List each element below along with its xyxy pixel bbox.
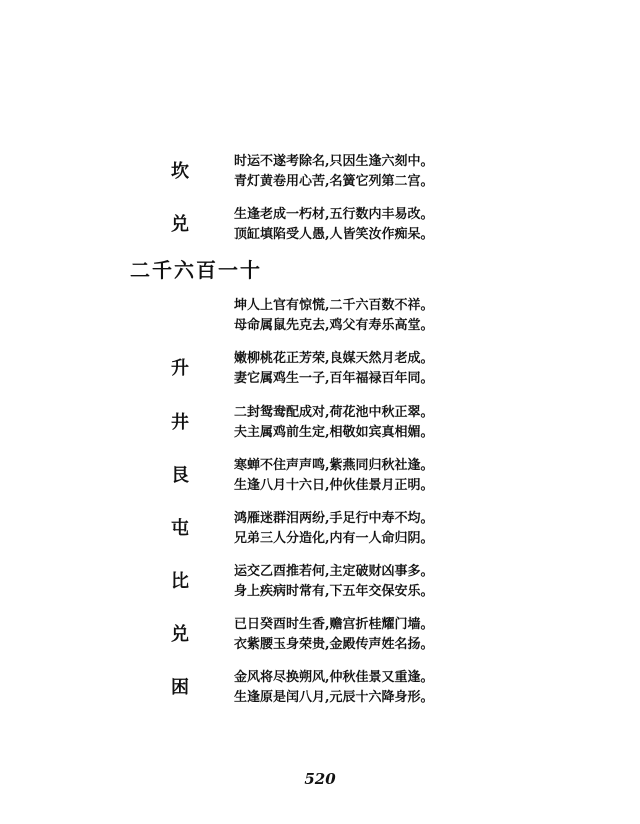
trigram-label: 屯 (171, 518, 189, 539)
verse-line: 青灯黄卷用心苦,名簧它列第二宫。 (234, 174, 434, 189)
verse-line: 嫩柳桃花正芳荣,良媒天然月老成。 (234, 351, 434, 366)
verse-line: 生逢原是闰八月,元辰十六降身形。 (234, 690, 434, 705)
verse-line: 坤人上官有惊慌,二千六百数不祥。 (234, 298, 434, 313)
verse-line: 顶缸填陷受人愚,人皆笑汝作痴呆。 (234, 227, 434, 242)
verse-line: 运交乙酉推若何,主定破财凶事多。 (234, 564, 434, 579)
verse-block (234, 205, 434, 245)
verse-line: 鸿雁迷群泪两纷,手足行中寿不均。 (234, 511, 434, 526)
trigram-label: 坎 (171, 161, 189, 182)
trigram-label: 井 (171, 412, 189, 433)
verse-block (234, 668, 434, 708)
verse-line: 寒蝉不住声声鸣,紫燕同归秋社逢。 (234, 458, 434, 473)
trigram-label: 兑 (171, 624, 189, 645)
trigram-label: 艮 (171, 465, 189, 486)
verse-line: 身上疾病时常有,下五年交保安乐。 (234, 584, 434, 599)
verse-line: 兄弟三人分造化,内有一人命归阴。 (234, 531, 434, 546)
verse-line: 金风将尽换朔风,仲秋佳景又重逢。 (234, 670, 434, 685)
verse-block (234, 349, 434, 389)
section-number-heading: 二千六百一十 (130, 258, 262, 282)
verse-block (234, 615, 434, 655)
trigram-label: 困 (171, 677, 189, 698)
verse-line: 衣紫腰玉身荣贵,金殿传声姓名扬。 (234, 637, 434, 652)
verse-block (234, 152, 434, 192)
trigram-label: 兑 (171, 214, 189, 235)
verse-line: 已日癸酉时生香,赡宫折桂耀门墙。 (234, 617, 434, 632)
verse-line: 妻它属鸡生一子,百年福禄百年同。 (234, 371, 434, 386)
verse-block (234, 509, 434, 549)
verse-block (234, 296, 434, 336)
verse-block (234, 562, 434, 602)
verse-line: 时运不遂考除名,只因生逢六刻中。 (234, 154, 434, 169)
verse-line: 夫主属鸡前生定,相敬如宾真相媚。 (234, 425, 434, 440)
verse-line: 生逢老成一朽材,五行数内丰易改。 (234, 207, 434, 222)
verse-block (234, 403, 434, 443)
page-number: 520 (304, 770, 336, 788)
verse-line: 母命属鼠先克去,鸡父有寿乐高堂。 (234, 318, 434, 333)
verse-block (234, 456, 434, 496)
trigram-label: 比 (171, 571, 189, 592)
verse-line: 二封鸳鸯配成对,荷花池中秋正翠。 (234, 405, 434, 420)
verse-line: 生逢八月十六日,仲伙佳景月正明。 (234, 478, 434, 493)
trigram-label: 升 (171, 358, 189, 379)
